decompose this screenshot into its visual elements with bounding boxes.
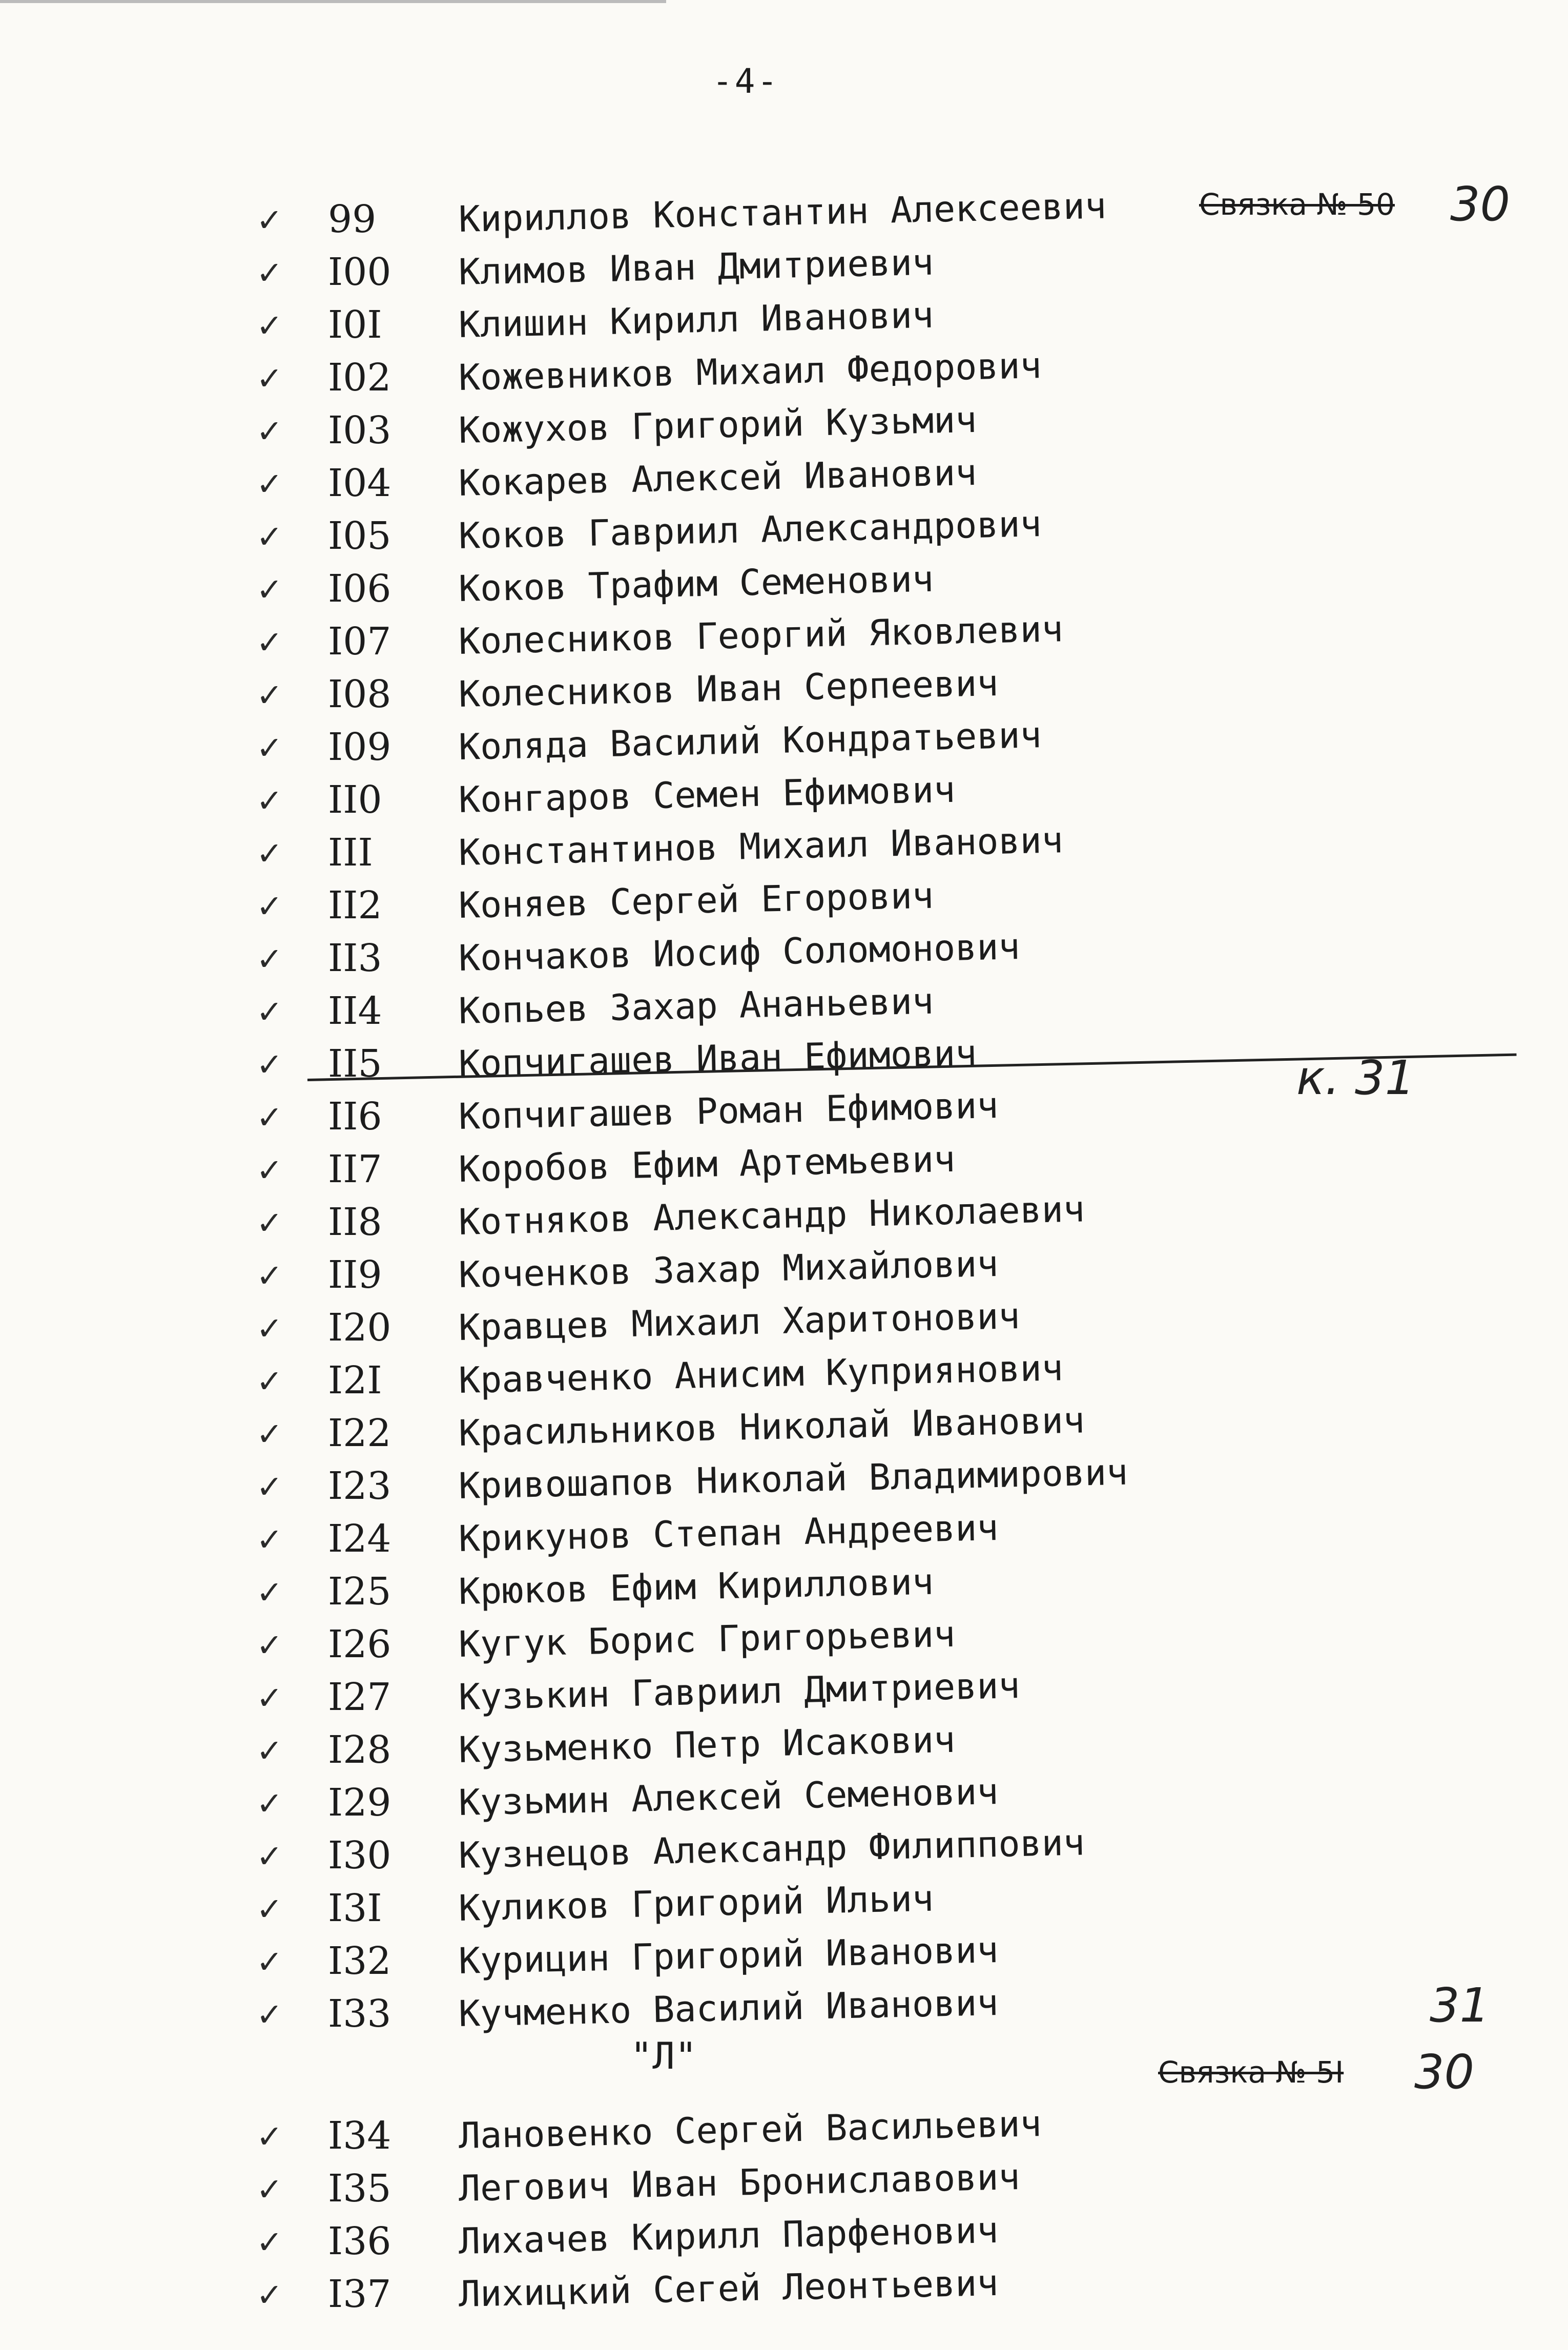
list-item <box>0 608 1568 666</box>
check-mark-icon: ✓ <box>256 413 283 450</box>
entry-number: I02 <box>328 356 391 400</box>
list-item <box>0 925 1568 982</box>
list-item <box>0 1506 1568 1563</box>
list-item <box>0 819 1568 877</box>
list-item <box>0 2102 1568 2160</box>
list-item <box>0 1451 1568 1510</box>
entry-number: III <box>328 831 373 875</box>
list-item <box>0 714 1568 771</box>
check-mark-icon: ✓ <box>256 782 283 819</box>
entry-number: I37 <box>328 2272 391 2316</box>
list-item <box>0 1242 1568 1299</box>
check-mark-icon: ✓ <box>256 465 283 503</box>
entry-name: Кузнецов Александр Филиппович <box>458 1821 1085 1877</box>
list-item <box>0 2156 1568 2213</box>
check-mark-icon: ✓ <box>256 1890 283 1928</box>
check-mark-icon: ✓ <box>256 1679 283 1717</box>
top-rule <box>0 0 666 3</box>
check-mark-icon: ✓ <box>256 360 283 397</box>
entry-name: Кучменко Василий Иванович <box>458 1981 999 2035</box>
entry-name: Легович Иван Брониславович <box>458 2156 1021 2210</box>
entry-number: I30 <box>328 1833 391 1878</box>
entry-number: I28 <box>328 1728 391 1772</box>
entry-name: Кравцев Михаил Харитонович <box>458 1295 1021 1349</box>
list-item <box>0 1821 1568 1880</box>
entry-name: Крюков Ефим Кириллович <box>458 1560 934 1613</box>
svyazka-51-label: Связка № 5I <box>1158 2055 1344 2090</box>
check-mark-icon: ✓ <box>256 1996 283 2033</box>
list-item <box>0 344 1568 402</box>
list-item <box>0 1981 1568 2038</box>
entry-number: I20 <box>328 1306 391 1350</box>
check-mark-icon: ✓ <box>256 2118 283 2155</box>
check-mark-icon: ✓ <box>256 676 283 714</box>
entry-number: I0I <box>328 303 382 347</box>
list-item <box>0 1560 1568 1616</box>
entry-number: I32 <box>328 1939 391 1983</box>
check-mark-icon: ✓ <box>256 307 283 344</box>
entry-name: Кончаков Иосиф Соломонович <box>458 925 1021 979</box>
entry-number: I36 <box>328 2219 391 2263</box>
list-item <box>0 241 1568 296</box>
entry-name: Кузькин Гавриил Дмитриевич <box>458 1664 1021 1718</box>
entry-name: Крикунов Степан Андреевич <box>458 1506 999 1560</box>
entry-name: Коков Гавриил Александрович <box>458 503 1042 557</box>
entry-number: I03 <box>328 408 391 452</box>
entry-name: Кузьмин Алексей Семенович <box>458 1770 999 1824</box>
entry-name: Клишин Кирилл Иванович <box>458 294 934 346</box>
entry-number: I2I <box>328 1358 382 1403</box>
handwritten-30: 30 <box>1450 177 1511 232</box>
entry-number: II9 <box>328 1253 382 1297</box>
check-mark-icon: ✓ <box>256 1204 283 1242</box>
handwritten-31: 31 <box>1430 1978 1490 2033</box>
entry-name: Коков Трафим Семенович <box>458 558 934 610</box>
entry-number: II8 <box>328 1200 382 1244</box>
entry-name: Лихицкий Сегей Леонтьевич <box>458 2261 999 2315</box>
entry-number: I26 <box>328 1622 391 1666</box>
entry-name: Константинов Михаил Иванович <box>458 819 1064 874</box>
list-item <box>0 1664 1568 1721</box>
list-item <box>0 874 1568 930</box>
check-mark-icon: ✓ <box>256 1626 283 1664</box>
entry-name: Красильников Николай Иванович <box>458 1399 1085 1454</box>
entry-number: I04 <box>328 461 391 505</box>
list-item <box>0 558 1568 613</box>
entry-number: I25 <box>328 1570 391 1614</box>
check-mark-icon: ✓ <box>256 1943 283 1981</box>
entry-number: I07 <box>328 620 391 664</box>
check-mark-icon: ✓ <box>256 1310 283 1347</box>
check-mark-icon: ✓ <box>256 201 283 239</box>
check-mark-icon: ✓ <box>256 1838 283 1875</box>
check-mark-icon: ✓ <box>256 1468 283 1506</box>
check-mark-icon: ✓ <box>256 624 283 661</box>
list-item <box>0 1188 1568 1246</box>
entry-name: Лановенко Сергей Васильевич <box>458 2102 1042 2157</box>
entry-number: I29 <box>328 1781 391 1825</box>
entry-name: Кузьменко Петр Исакович <box>458 1718 956 1771</box>
entry-name: Куликов Григорий Ильич <box>458 1877 934 1929</box>
list-item <box>0 1613 1568 1668</box>
entry-name: Колесников Иван Серпеевич <box>458 662 999 715</box>
entry-name: Климов Иван Дмитриевич <box>458 241 934 293</box>
entry-name: Копчигашев Роман Ефимович <box>458 1084 999 1138</box>
check-mark-icon: ✓ <box>256 518 283 555</box>
entry-name: Кравченко Анисим Куприянович <box>458 1347 1064 1401</box>
page-number: -4- <box>712 61 780 101</box>
entry-number: I33 <box>328 1992 391 2036</box>
entry-number: I3I <box>328 1886 382 1930</box>
list-item <box>0 1295 1568 1352</box>
entry-number: I34 <box>328 2114 391 2158</box>
entry-number: II3 <box>328 936 382 980</box>
entry-number: II7 <box>328 1147 382 1191</box>
list-item <box>0 2261 1568 2318</box>
entry-name: Лихачев Кирилл Парфенович <box>458 2209 999 2262</box>
entry-name: Кириллов Константин Алексеевич <box>458 184 1107 240</box>
entry-name: Копчигашев Иван Ефимович <box>458 1032 978 1085</box>
check-mark-icon: ✓ <box>256 993 283 1030</box>
entry-name: Кривошапов Николай Владимирович <box>458 1451 1129 1507</box>
svyazka-50-label: Связка № 50 <box>1199 187 1395 222</box>
list-item <box>0 1770 1568 1827</box>
entry-name: Колесников Георгий Яковлевич <box>458 608 1064 663</box>
entry-name: Коченков Захар Михайлович <box>458 1242 999 1296</box>
list-item <box>0 398 1568 455</box>
check-mark-icon: ✓ <box>256 1151 283 1189</box>
check-mark-icon: ✓ <box>256 2276 283 2314</box>
entry-number: I35 <box>328 2167 391 2211</box>
entry-name: Коробов Ефим Артемьевич <box>458 1138 956 1190</box>
check-mark-icon: ✓ <box>256 2171 283 2208</box>
entry-number: I06 <box>328 567 391 611</box>
handwritten-30b: 30 <box>1414 2045 1475 2099</box>
entry-number: I09 <box>328 725 391 769</box>
entry-name: Котняков Александр Николаевич <box>458 1188 1085 1243</box>
entry-name: Кугук Борис Григорьевич <box>458 1613 956 1665</box>
entry-name: Копьев Захар Ананьевич <box>458 980 934 1032</box>
list-item <box>0 1877 1568 1932</box>
check-mark-icon: ✓ <box>256 1363 283 1400</box>
entry-name: Коляда Василий Кондратьевич <box>458 714 1042 768</box>
section-letter: "Л" <box>630 2034 697 2077</box>
entry-name: Кожевников Михаил Федорович <box>458 344 1042 399</box>
list-item <box>0 294 1568 349</box>
list-item <box>0 1347 1568 1405</box>
check-mark-icon: ✓ <box>256 1574 283 1611</box>
check-mark-icon: ✓ <box>256 1785 283 1822</box>
entry-name: Конгаров Семен Ефимович <box>458 768 956 821</box>
entry-number: I00 <box>328 250 391 294</box>
list-item <box>0 1928 1568 1985</box>
check-mark-icon: ✓ <box>256 1415 283 1453</box>
check-mark-icon: ✓ <box>256 940 283 978</box>
list-item <box>0 2209 1568 2265</box>
check-mark-icon: ✓ <box>256 254 283 292</box>
list-item <box>0 1138 1568 1193</box>
entry-number: II0 <box>328 778 382 822</box>
entry-number: 99 <box>328 197 377 241</box>
entry-number: II6 <box>328 1095 382 1139</box>
check-mark-icon: ✓ <box>256 729 283 767</box>
check-mark-icon: ✓ <box>256 1099 283 1136</box>
check-mark-icon: ✓ <box>256 2223 283 2261</box>
entry-number: I05 <box>328 514 391 558</box>
list-item <box>0 451 1568 507</box>
entry-number: I22 <box>328 1411 391 1455</box>
entry-number: II2 <box>328 883 382 927</box>
entry-name: Курицин Григорий Иванович <box>458 1928 999 1982</box>
entry-name: Кокарев Алексей Иванович <box>458 451 978 504</box>
entry-number: II4 <box>328 989 382 1033</box>
list-item <box>0 1399 1568 1457</box>
list-item <box>0 662 1568 718</box>
entry-number: II5 <box>328 1042 382 1086</box>
list-item <box>0 503 1568 560</box>
entry-number: I23 <box>328 1464 391 1508</box>
check-mark-icon: ✓ <box>256 571 283 608</box>
check-mark-icon: ✓ <box>256 1521 283 1558</box>
entry-number: I08 <box>328 672 391 716</box>
handwritten-k31: к. 31 <box>1296 1050 1415 1105</box>
entry-name: Коняев Сергей Егорович <box>458 874 934 926</box>
check-mark-icon: ✓ <box>256 1257 283 1294</box>
entry-number: I27 <box>328 1675 391 1719</box>
check-mark-icon: ✓ <box>256 888 283 925</box>
list-item <box>0 768 1568 824</box>
list-item <box>0 980 1568 1035</box>
entry-name: Кожухов Григорий Кузьмич <box>458 398 978 451</box>
check-mark-icon: ✓ <box>256 1732 283 1769</box>
check-mark-icon: ✓ <box>256 1046 283 1083</box>
entry-number: I24 <box>328 1517 391 1561</box>
check-mark-icon: ✓ <box>256 835 283 872</box>
list-item <box>0 1718 1568 1774</box>
